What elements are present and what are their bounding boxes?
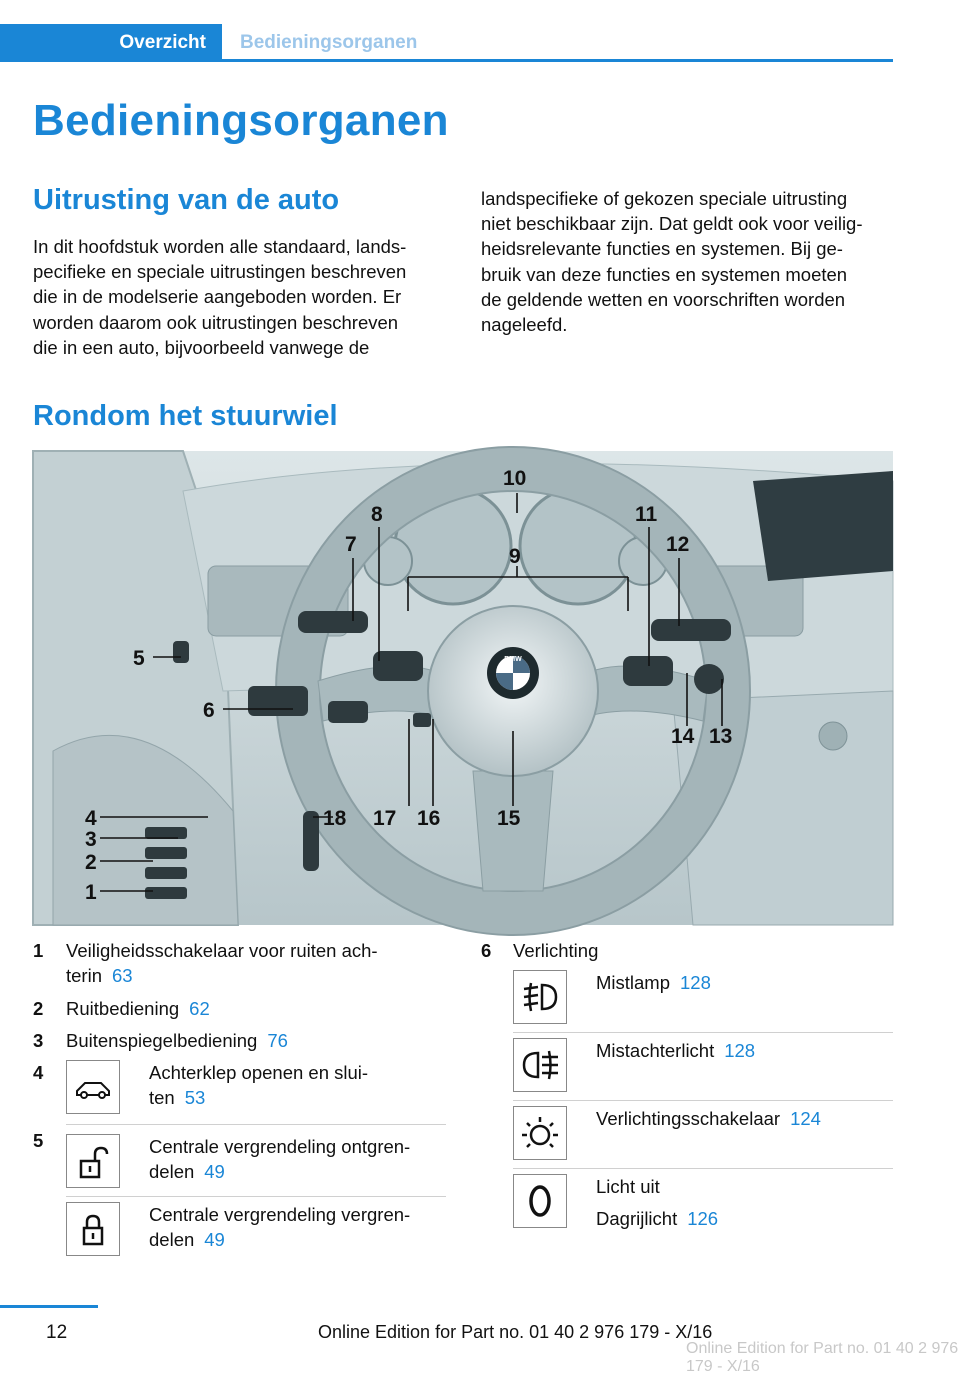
section-heading-steering-wheel: Rondom het stuurwiel [33,400,338,432]
watermark: Online Edition for Part no. 01 40 2 976 179 - X/16 [686,1340,959,1375]
callout-12: 12 [666,533,690,556]
text-line: worden daarom ook uitrustingen beschreven [33,311,399,333]
page-reference[interactable]: 62 [189,998,210,1019]
callout-14: 14 [671,725,695,748]
divider [66,1196,446,1197]
page-title: Bedieningsorganen [33,96,449,145]
intro-paragraph-right [481,186,893,337]
page-reference[interactable]: 126 [687,1208,719,1229]
legend-text: Dagrijlicht [596,1208,678,1229]
legend-number-6: 6 [481,940,492,961]
callout-1: 1 [85,881,97,904]
callout-11: 11 [635,503,658,526]
legend-item-6-lights-off [596,1174,718,1231]
legend-number-4: 4 [33,1062,44,1083]
light-switch-icon [513,1106,567,1160]
legend-item-6-light-switch [596,1106,821,1131]
callout-15: 15 [497,807,521,830]
legend-item-5b [149,1202,449,1252]
text-line: de geldende wetten en voorschriften worden [481,288,846,310]
divider [513,1032,893,1033]
callout-7: 7 [345,533,357,556]
tab-underline [222,59,893,62]
legend-text: ten [149,1087,175,1108]
legend-number-2: 2 [33,998,44,1019]
callout-13: 13 [709,725,733,748]
text-line: bruik van deze functies en systemen moeten [481,263,848,285]
page-reference[interactable]: 49 [204,1161,225,1182]
legend-text: Licht uit [596,1176,660,1197]
callout-10: 10 [503,467,527,490]
legend-text: Ruitbediening [66,998,180,1019]
callout-5: 5 [133,647,145,670]
legend-item-6-rear-fog [596,1038,755,1063]
text-line: niet beschikbaar zijn. Dat geldt ook voor veilig- [481,213,863,235]
intro-paragraph-left [33,234,443,360]
legend-item-5a [149,1134,449,1184]
legend-item-2 [66,996,210,1021]
legend-text: Mistachterlicht [596,1040,715,1061]
steering-wheel-illustration [33,451,893,925]
callout-4: 4 [85,807,97,830]
text-line: landspecifieke of gekozen speciale uitrusting [481,188,848,209]
footer-accent-line [0,1305,98,1308]
legend-text: Buitenspiegelbediening [66,1030,258,1051]
rear-fog-lamp-icon [513,1038,567,1092]
footer-edition: Online Edition for Part no. 01 40 2 976 179 - X/16 [318,1322,713,1342]
page-number: 12 [46,1322,68,1343]
top-tab-bar [0,24,893,62]
unlock-icon [66,1134,120,1188]
text-line: In dit hoofdstuk worden alle standaard, lands- [33,236,407,257]
legend-number-5: 5 [33,1130,44,1151]
page-reference[interactable]: 128 [680,972,711,993]
text-line: nageleefd. [481,314,568,336]
page-reference[interactable]: 128 [724,1040,756,1061]
legend-text: Achterklep openen en slui- [149,1062,369,1083]
car-tailgate-icon [66,1060,120,1114]
page-reference[interactable]: 76 [267,1030,288,1051]
text-line: die in de modelserie aangeboden worden. Er [33,286,402,308]
legend-item-4 [149,1060,449,1110]
legend-text: Centrale vergrendeling ontgren- [149,1136,411,1157]
lock-icon [66,1202,120,1256]
callout-3: 3 [85,828,97,851]
text-line: pecifieke en speciale uitrustingen beschreven [33,261,407,283]
tab-bedieningsorganen[interactable]: Bedieningsorganen [240,32,418,53]
legend-text: Veiligheidsschakelaar voor ruiten ach- [66,940,378,961]
legend-item-6-fog [596,970,711,995]
callout-18: 18 [323,807,347,830]
page-reference[interactable]: 53 [184,1087,206,1108]
legend-text: delen [149,1161,195,1182]
divider [513,1168,893,1169]
legend-text: Centrale vergrendeling vergren- [149,1204,411,1225]
legend-item-3 [66,1028,288,1053]
page-reference[interactable]: 63 [112,965,133,986]
legend-item-6: Verlichting [513,940,599,961]
legend-text: terin [66,965,102,986]
legend-text: delen [149,1229,195,1250]
section-heading-equipment: Uitrusting van de auto [33,184,340,216]
callout-2: 2 [85,851,97,874]
callout-16: 16 [417,807,441,830]
tab-overzicht[interactable]: Overzicht [0,24,222,62]
callout-9: 9 [509,545,521,568]
legend-text: Verlichtingsschakelaar [596,1108,781,1129]
legend-text: Mistlamp [596,972,671,993]
callout-8: 8 [371,503,383,526]
legend-number-3: 3 [33,1030,44,1051]
callout-17: 17 [373,807,397,830]
divider [513,1100,893,1101]
front-fog-lamp-icon [513,970,567,1024]
bmw-logo-text: BMW [504,656,522,663]
text-line: die in een auto, bijvoorbeeld vanwege de [33,336,370,358]
text-line: heidsrelevante functies en systemen. Bij ge- [481,238,843,260]
page-reference[interactable]: 124 [790,1108,821,1129]
callout-6: 6 [203,699,215,722]
legend-number-1: 1 [33,940,44,961]
lights-off-zero-icon [513,1174,567,1228]
divider [66,1124,446,1125]
page-reference[interactable]: 49 [204,1229,225,1250]
legend-item-1 [66,938,446,988]
